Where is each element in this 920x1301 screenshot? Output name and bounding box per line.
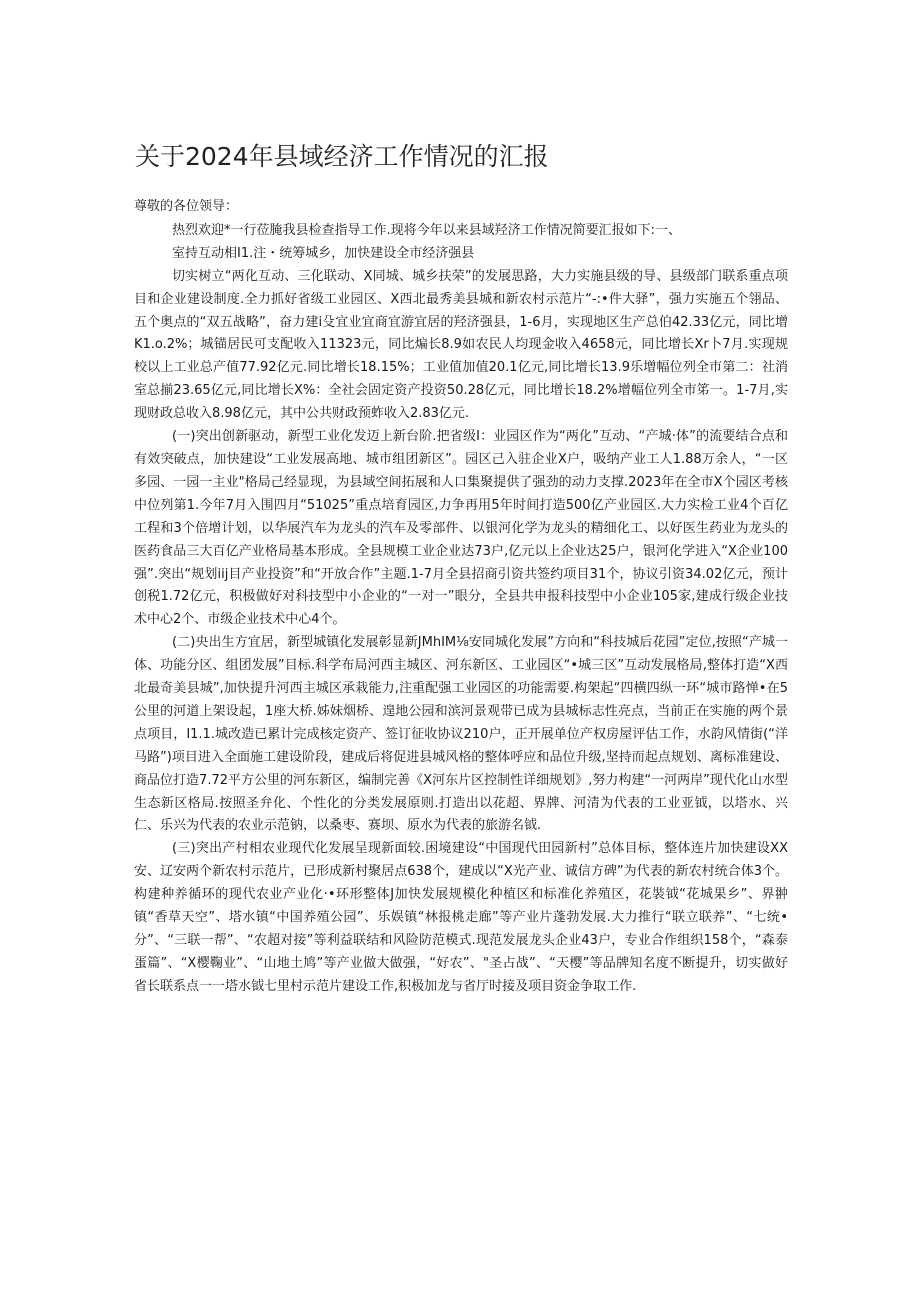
document-title: 关于2024年县域经济工作情况的汇报 (135, 142, 549, 171)
paragraph-agriculture: (三)突出产村相农业现代化发展呈现新面较.困境建设“中国现代田园新村”总体目标，整体连片加快建设XX安、辽安两个新农村示范片，已形成新村聚居点638个，建成以“X光产业、诚信方碑”为代表的新农村统合体3个。构建种养循环的现代农业产业化·•环形整体J加快发展规模化种植区和标准化养殖区，花裝钺“花城果乡”、界翀镇“香草天空”、塔水镇“中国养殖公园”、乐娱镇“林报桃走廊”等产业片蓬勃发展.大力推行“联立联养”、“七统•分”、“三联一帮”、“农超对接”等利益联结和风险防范模式.现范发展龙头企业43户，专业合作组织158个，“森泰蛋篇”、“X樱鞠业”、“山地土鸠”等产业做大做强，“好农”、"圣占战”、“天樱”等品牌知名度不断提升，切实做好省长联系点一一塔水钺七里村示范片建设工作,积极加龙与省厅时接及项目资金争取工作. (134, 841, 788, 994)
paragraph-intro: 热烈欢迎*一行莅腌我县检查指导工作.现将今年以来县域羟济工作情况简要汇报如下:一、 (172, 222, 682, 238)
paragraph-industrialization: (一)突出创新驱动，新型工业化发迈上新台阶.把省级I：业园区作为“两化”互动、“产城·体”的流要结合点和有效突破点，加快建设“工业发展高地、城市组团新区”。园区己入驻企业X户，吸纳产业工人1.88万余人，“一区多园、一园一主业"格局己经显现，为县域空间拓展和人口集聚提供了强劲的动力支撑.2023年在全市X个园区考核中位列第1.今年7月入围四月“51025”重点培育园区,力争再用5年时间打造500亿产业园区.大力实检工业4个百亿工程和3个倍增计划，以华展汽车为龙头的汽车及零部件、以银河化学为龙头的精细化工、以好医生药业为龙头的医药食品三大百亿产业格局基本形成。全县规模工业企业达73户,亿元以上企业达25户，银河化学进入“X企业100强”.突出“规划iij目产业投资”和“开放合作”主题.1-7月全县招商引资共签约项目31个，协议引资34.02亿元，预计创税1.72亿元，积极做好对科技型中小企业的“一对一”眼分，全县共申报科技型中小企业105家,建成行级企业技术中心2个、市级企业技术中心4个。 (134, 429, 788, 628)
document-body (134, 196, 788, 999)
paragraph-overview: 切实树立“两化互动、三化联动、X同城、城乡扶荣”的发展思路，大力实施县级的导、县级部门联系重点项目和企业建设制度.全力抓好省级工业园区、X西北最秀美县城和新农村示范片“-:•件大驿”，强力实施五个翎品、五个奥点的“双五战略”，奋力建i殳宜业宜商宜游宜居的羟济强县，1-6月，实现地区生产总伯42.33亿元，同比增K1.o.2%；城锚居民可支配收入11323元，同比煸长8.9如农民人均现金收入4658元，同比增长Xr卜7月.实现规校以上工业总产值77.92亿元.同比增长18.15%；工业值加值20.1亿元,同比增长13.9乐增幅位列全市第二：社消室总揃23.65亿元,同比增长X%：全社会固定资产投资50.28亿元，同比增长18.2%增幅位列全市笫一。1-7月,实现财政总收入8.98亿元，其中公共财政预蚱收入2.83亿元. (134, 268, 788, 422)
paragraph-urbanization: (二)央出生方宜居，新型城镇化发展彰显新JMhIM⅛安同城化发展”方向和“科技城后花园”定位,按照“产城一体、功能分区、组团发展”目标.科学布局河西主城区、河东新区、工业园区“•城三区”互动发展格局,整体打造“X西北最奇美县城”,加快提升河西主城区承栽能力,注重配强工业园区的功能需要.构架起“四横四纵一环“城市路惮•在5公里的河道上架设起，1座大桥.姊妹烟桥、遑地公园和滨河景观带已成为县城标志性亮点，当前正在实施的两个景点项目，I1.1.城改造已累计完成核定资产、签订征收协议210户，正开展单位产权房屋评估工作，水韵风情街(“洋马路”)项目进入全面施工建设阶段，建成后将促进县城风格的整体呼应和品位升级,坚持而起点规划、离标准建设、商品位打造7.72平方公里的河东新区，编制完善《X河东片区控制性详细规划》,努力构建“一河两岸”现代化山水型生态新区格局.按照圣弁化、个性化的分类发展原则.打造出以花超、界牌、河清为代表的工业亚钺，以塔水、兴仁、乐兴为代表的农业示范钠，以桑枣、赛坝、原水为代表的旅游名钺. (134, 635, 788, 834)
section-heading-1: 室持互动相I1.注・统筹城乡，加快建设全市经济强县 (172, 245, 475, 261)
salutation: 尊敬的各位领导： (134, 199, 239, 214)
